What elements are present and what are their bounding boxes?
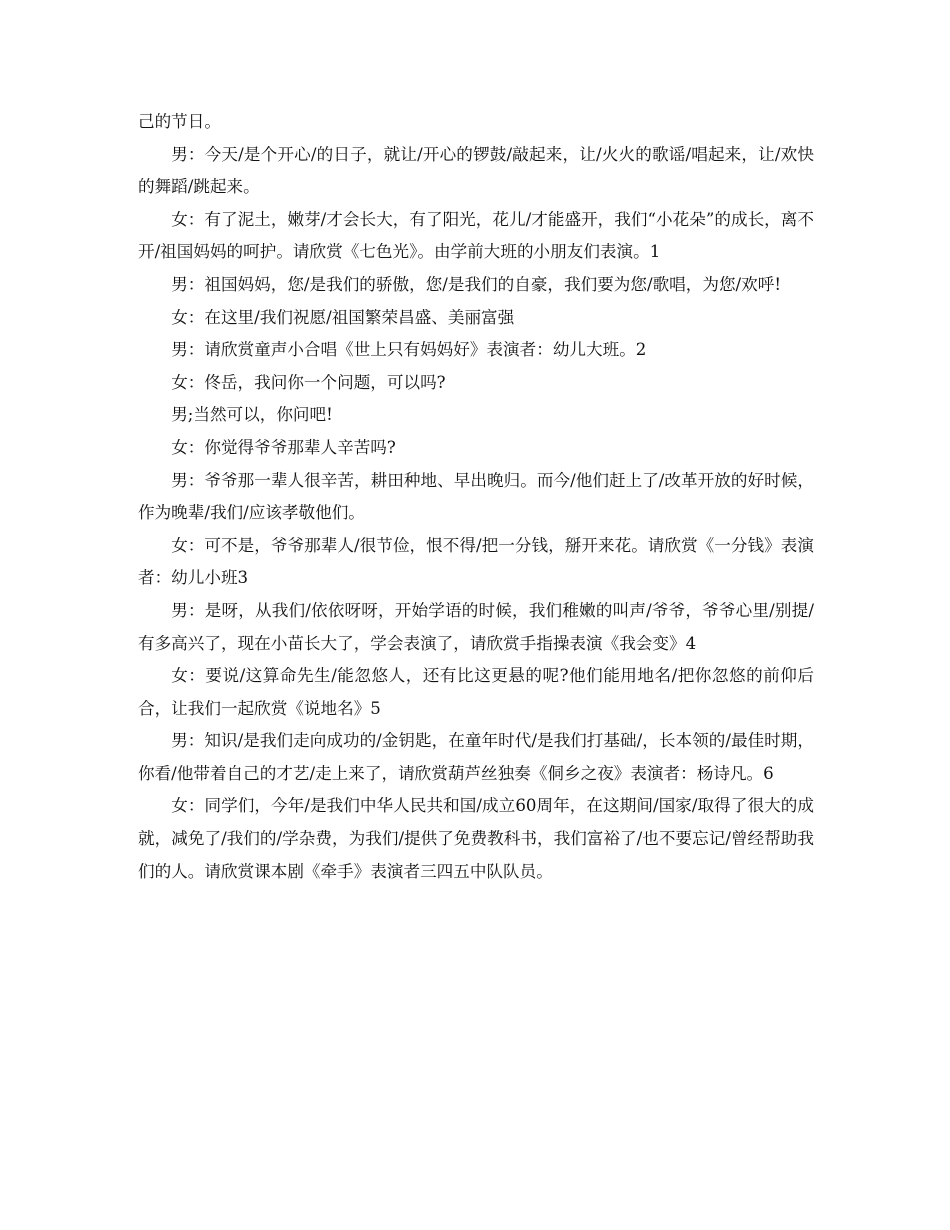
paragraph-12: 女：要说/这算命先生/能忽悠人，还有比这更悬的呢?他们能用地名/把你忽悠的前仰后合，让我们一起欣赏《说地名》5	[138, 666, 814, 718]
paragraph-0: 己的节日。	[138, 112, 221, 131]
paragraph-14: 女：同学们，今年/是我们中华人民共和国/成立60周年，在这期间/国家/取得了很大的成就，减免了/我们的/学杂费，为我们/提供了免费教科书，我们富裕了/也不要忘记/曾经帮助我们的人。请欣赏课本剧《牵手》表演者三四五中队队员。	[138, 796, 814, 881]
paragraph-6: 女：佟岳，我问你一个问题，可以吗?	[171, 372, 446, 392]
paragraph-13: 男：知识/是我们走向成功的/金钥匙，在童年时代/是我们打基础/，长本领的/最佳时期，你看/他带着自己的才艺/走上来了，请欣赏葫芦丝独奏《侗乡之夜》表演者：杨诗凡。6	[138, 731, 814, 783]
paragraph-4: 女：在这里/我们祝愿/祖国繁荣昌盛、美丽富强	[171, 307, 515, 327]
paragraph-11: 男：是呀，从我们/依依呀呀，开始学语的时候，我们稚嫩的叫声/爷爷，爷爷心里/别提/有多高兴了，现在小苗长大了，学会表演了，请欣赏手指操表演《我会变》4	[138, 600, 814, 653]
paragraph-2: 女：有了泥土，嫩芽/才会长大，有了阳光，花儿/才能盛开，我们“小花朵”的成长，离不开/祖国妈妈的呵护。请欣赏《七色光》。由学前大班的小朋友们表演。1	[138, 209, 814, 262]
document-page	[138, 106, 814, 888]
paragraph-9: 男：爷爷那一辈人很辛苦，耕田种地、早出晚归。而今/他们赶上了/改革开放的好时候，作为晚辈/我们/应该孝敬他们。	[138, 470, 814, 523]
paragraph-10: 女：可不是，爷爷那辈人/很节俭，恨不得/把一分钱，掰开来花。请欣赏《一分钱》表演者：幼儿小班3	[138, 535, 814, 588]
paragraph-8: 女：你觉得爷爷那辈人辛苦吗?	[171, 437, 396, 457]
paragraph-5: 男：请欣赏童声小合唱《世上只有妈妈好》表演者：幼儿大班。2	[171, 340, 647, 360]
paragraph-3: 男：祖国妈妈，您/是我们的骄傲，您/是我们的自豪，我们要为您/歌唱，为您/欢呼!	[171, 274, 781, 294]
paragraph-1: 男：今天/是个开心/的日子，就让/开心的锣鼓/敲起来，让/火火的歌谣/唱起来，让/欢快的舞蹈/跳起来。	[138, 144, 814, 197]
paragraph-7: 男;当然可以，你问吧!	[171, 405, 333, 425]
